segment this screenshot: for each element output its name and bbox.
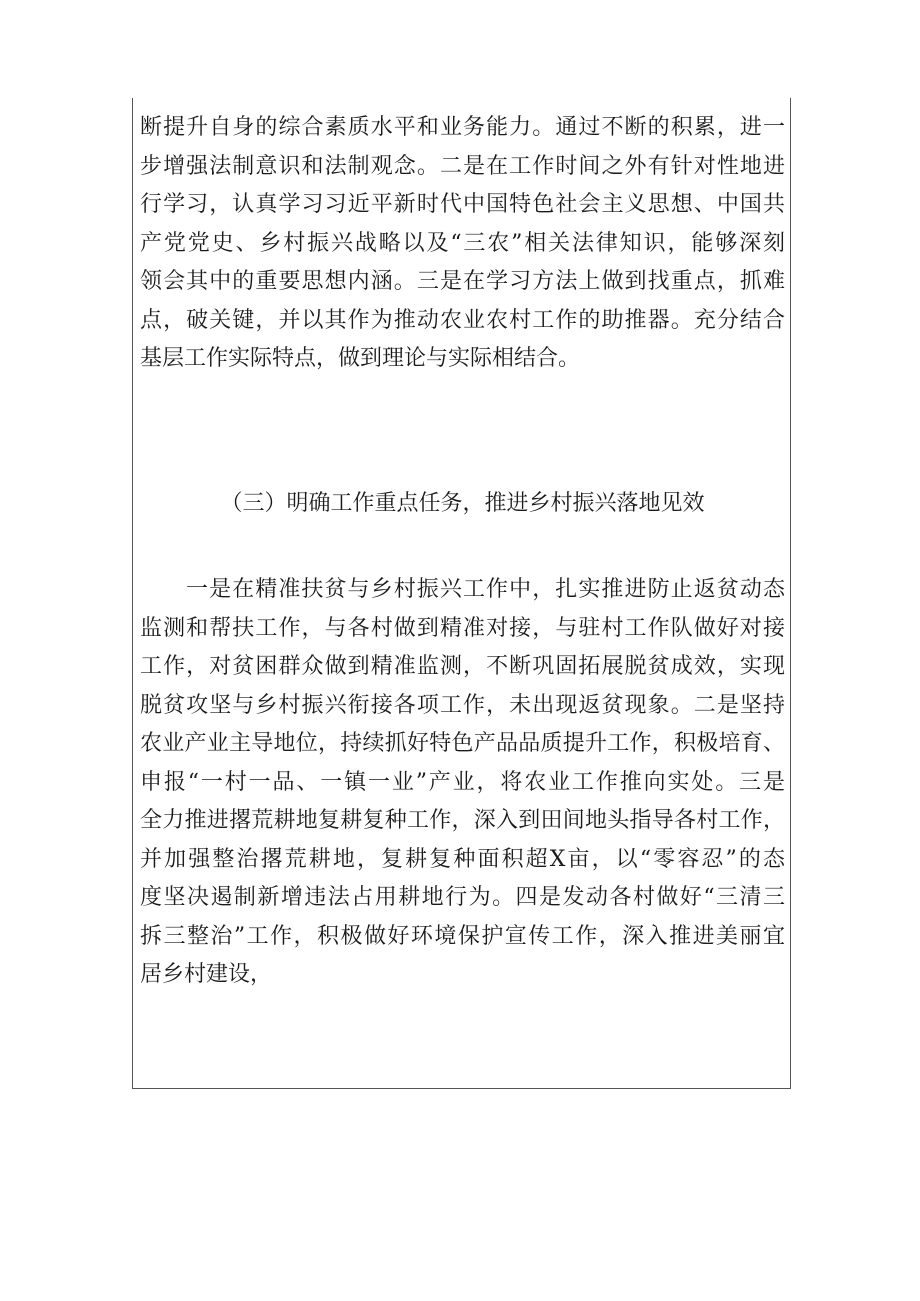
paragraph-2-line-4: 脱贫攻坚与乡村振兴衔接各项工作，未出现返贫现象。二是坚持 <box>140 692 785 718</box>
paragraph-2-line-6: 申报“一村一品、一镇一业”产业，将农业工作推向实处。三是 <box>140 769 785 795</box>
paragraph-2-line-9: 度坚决遏制新增违法占用耕地行为。四是发动各村做好“三清三 <box>140 885 785 910</box>
paragraph-1-line-2: 步增强法制意识和法制观念。二是在工作时间之外有针对性地进 <box>140 153 785 179</box>
paragraph-2-line-5: 农业产业主导地位，持续抓好特色产品品质提升工作，积极培育、 <box>140 731 785 756</box>
paragraph-2-line-11: 居乡村建设， <box>140 962 273 987</box>
paragraph-2-line-1: 一是在精准扶贫与乡村振兴工作中，扎实推进防止返贫动态 <box>186 577 785 602</box>
paragraph-2-line-8: 并加强整治撂荒耕地，复耕复种面积超X亩，以“零容忍”的态 <box>140 846 785 872</box>
paragraph-1-line-3: 行学习，认真学习习近平新时代中国特色社会主义思想、中国共 <box>140 192 785 217</box>
paragraph-2-line-10: 拆三整治”工作，积极做好环境保护宣传工作，深入推进美丽宜 <box>140 923 785 949</box>
paragraph-1-line-6: 点，破关键，并以其作为推动农业农村工作的助推器。充分结合 <box>140 307 785 333</box>
paragraph-2-line-2: 监测和帮扶工作，与各村做到精准对接，与驻村工作队做好对接 <box>140 615 785 641</box>
paragraph-1-line-7: 基层工作实际特点，做到理论与实际相结合。 <box>140 346 581 371</box>
paragraph-2-line-3: 工作，对贫困群众做到精准监测，不断巩固拓展脱贫成效，实现 <box>140 654 785 679</box>
paragraph-1-line-4: 产党党史、乡村振兴战略以及“三农”相关法律知识，能够深刻 <box>140 230 785 256</box>
paragraph-1-line-5: 领会其中的重要思想内涵。三是在学习方法上做到找重点，抓难 <box>140 269 785 294</box>
section-heading: （三）明确工作重点任务，推进乡村振兴落地见效 <box>220 491 705 516</box>
paragraph-1-line-1: 断提升自身的综合素质水平和业务能力。通过不断的积累，进一 <box>140 115 785 140</box>
paragraph-2-line-7: 全力推进撂荒耕地复耕复种工作，深入到田间地头指导各村工作， <box>140 808 785 833</box>
